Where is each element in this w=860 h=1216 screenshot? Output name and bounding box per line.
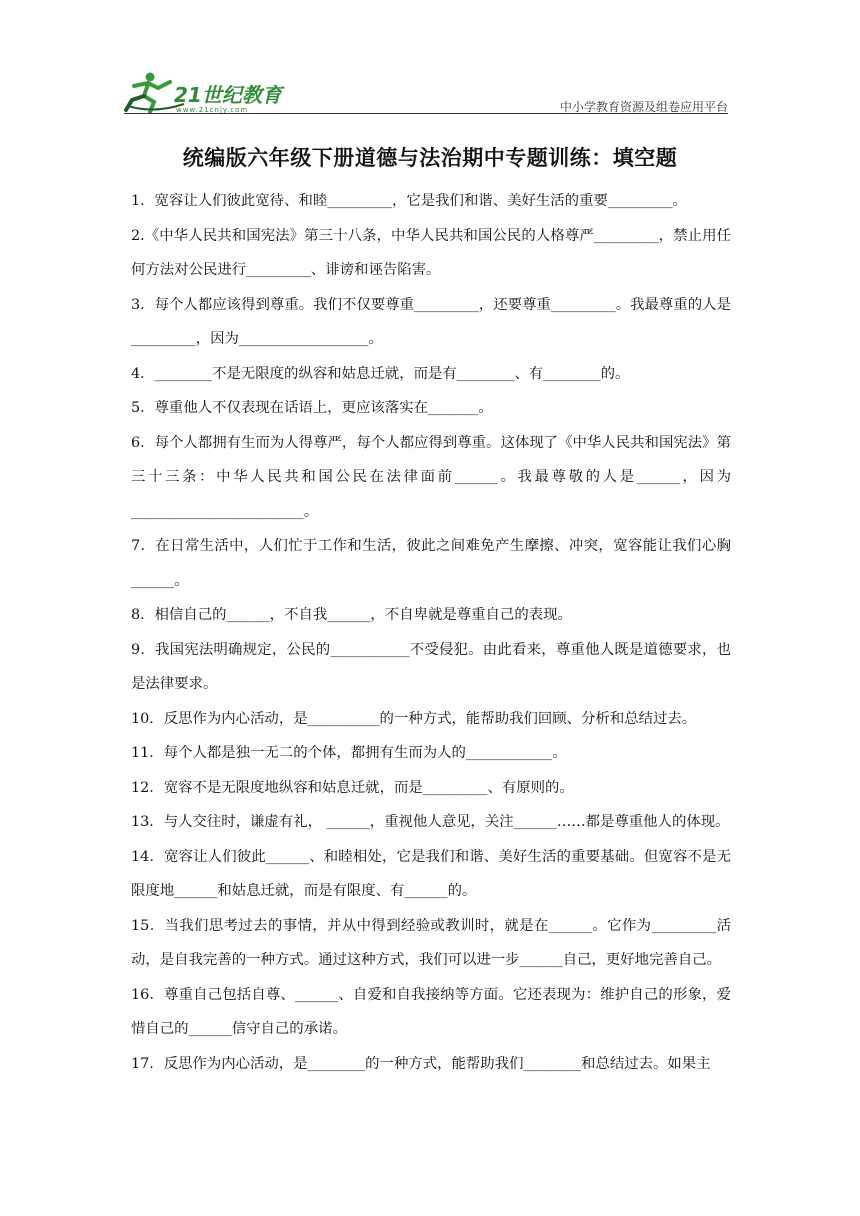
question-5: 5．尊重他人不仅表现在话语上，更应该落实在_______。 bbox=[131, 400, 493, 416]
question-9: 9．我国宪法明确规定，公民的___________不受侵犯。由此看来，尊重他人既是道德要求，也是法律要求。 bbox=[131, 641, 731, 692]
question-7: 7．在日常生活中，人们忙于工作和生活，彼此之间难免产生摩擦、冲突，宽容能让我们心胸______。 bbox=[131, 538, 731, 589]
svg-text:21世纪教育: 21世纪教育 bbox=[174, 83, 282, 107]
question-3: 3．每个人都应该得到尊重。我们不仅要尊重_________，还要尊重_________。我最尊重的人是_________，因为__________________。 bbox=[131, 296, 731, 347]
header-divider bbox=[124, 113, 728, 114]
runner-logo-icon bbox=[124, 70, 294, 114]
question-14: 14．宽容让人们彼此______、和睦相处，它是我们和谐、美好生活的重要基础。但宽容不是无限度地______和姑息迁就，而是有限度、有______的。 bbox=[131, 848, 731, 899]
question-6: 6．每个人都拥有生而为人得尊严，每个人都应得到尊重。这体现了《中华人民共和国宪法》第三十三条：中华人民共和国公民在法律面前______。我最尊敬的人是______，因为________________________。 bbox=[131, 434, 731, 520]
svg-text:www.21cnjy.com: www.21cnjy.com bbox=[176, 106, 249, 114]
question-12: 12．宽容不是无限度地纵容和姑息迁就，而是_________、有原则的。 bbox=[131, 779, 574, 796]
question-list bbox=[131, 184, 731, 1081]
question-4: 4．________不是无限度的纵容和姑息迁就，而是有________、有________的。 bbox=[131, 365, 630, 382]
question-11: 11．每个人都是独一无二的个体，都拥有生而为人的____________。 bbox=[131, 745, 567, 761]
question-2: 2.《中华人民共和国宪法》第三十八条，中华人民共和国公民的人格尊严_________，禁止用任何方法对公民进行_________、诽谤和诬告陷害。 bbox=[131, 227, 731, 278]
question-8: 8．相信自己的______，不自我______，不自卑就是尊重自己的表现。 bbox=[131, 607, 572, 623]
question-17: 17．反思作为内心活动，是________的一种方式，能帮助我们________和总结过去。如果主 bbox=[131, 1055, 711, 1072]
question-16: 16．尊重自己包括自尊、______、自爱和自我接纳等方面。它还表现为：维护自己的形象，爱惜自己的______信守自己的承诺。 bbox=[131, 986, 731, 1037]
page-header bbox=[124, 62, 728, 114]
platform-name: 中小学教育资源及组卷应用平台 bbox=[559, 100, 728, 114]
question-15: 15．当我们思考过去的事情，并从中得到经验或教训时，就是在______。它作为_________活动，是自我完善的一种方式。通过这种方式，我们可以进一步______自己，更好地完善自己。 bbox=[131, 917, 731, 968]
page-title: 统编版六年级下册道德与法治期中专题训练：填空题 bbox=[182, 146, 678, 170]
question-10: 10．反思作为内心活动，是__________的一种方式，能帮助我们回顾、分析和总结过去。 bbox=[131, 710, 697, 727]
question-1: 1．宽容让人们彼此宽待、和睦_________，它是我们和谐、美好生活的重要_________。 bbox=[131, 193, 688, 209]
question-13: 13．与人交往时，谦虚有礼， ______，重视他人意见，关注______……都是尊重他人的体现。 bbox=[131, 814, 730, 830]
site-logo bbox=[124, 70, 294, 114]
